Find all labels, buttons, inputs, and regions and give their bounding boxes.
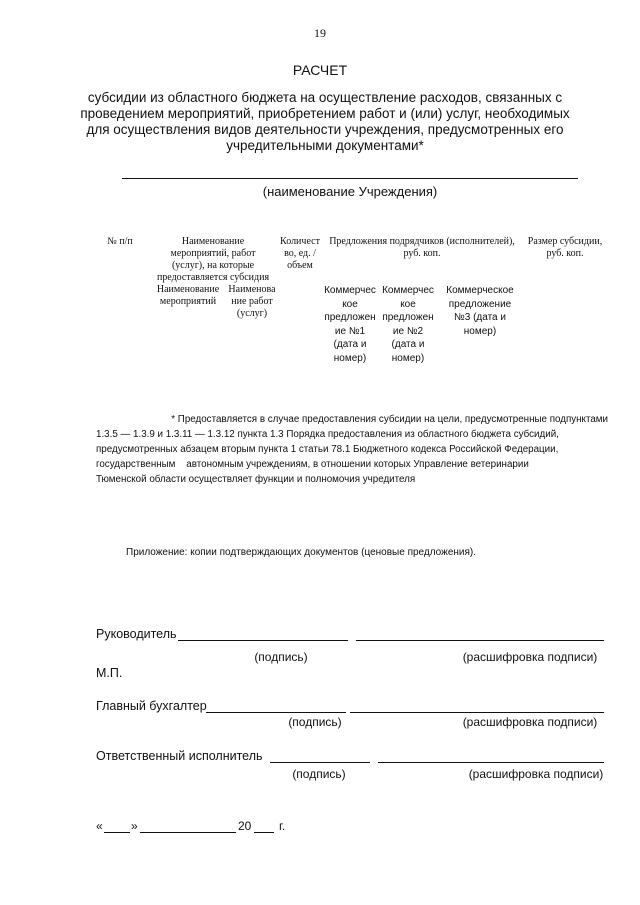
accountant-decoding-caption: (расшифровка подписи) bbox=[462, 715, 598, 729]
executor-signature-line[interactable] bbox=[270, 762, 370, 763]
date-open-quote: « bbox=[96, 819, 103, 833]
head-label: Руководитель bbox=[96, 627, 177, 641]
col-quantity-header: Количест во, ед. / объем bbox=[280, 236, 320, 271]
accountant-signature-caption: (подпись) bbox=[288, 715, 342, 729]
col-number-header: № п/п bbox=[107, 236, 133, 247]
date-year-prefix: 20 bbox=[238, 819, 252, 833]
subtitle-line: субсидии из областного бюджета на осуществление расходов, связанных с bbox=[87, 90, 563, 105]
executor-signature-caption: (подпись) bbox=[292, 767, 346, 781]
institution-caption: (наименование Учреждения) bbox=[262, 184, 438, 199]
offer-2-header: Коммерчес кое предложен ие №2 (дата и номер) bbox=[382, 285, 434, 364]
accountant-label: Главный бухгалтер bbox=[96, 699, 207, 713]
executor-label: Ответственный исполнитель bbox=[96, 749, 263, 763]
executor-decoding-caption: (расшифровка подписи) bbox=[468, 767, 604, 781]
date-month-line[interactable] bbox=[140, 832, 236, 833]
appendix-note: Приложение: копии подтверждающих документов (ценовые предложения). bbox=[126, 547, 477, 558]
accountant-signature-line[interactable] bbox=[206, 712, 346, 713]
col-subsidy-header: Размер субсидии, руб. коп. bbox=[527, 236, 603, 259]
date-close-quote: » bbox=[131, 819, 138, 833]
accountant-decoding-line[interactable] bbox=[350, 712, 604, 713]
document-title: РАСЧЕТ bbox=[292, 62, 348, 78]
date-day-line[interactable] bbox=[104, 832, 130, 833]
executor-decoding-line[interactable] bbox=[378, 762, 604, 763]
offer-1-header: Коммерчес кое предложен ие №1 (дата и номер) bbox=[324, 285, 376, 364]
date-year-suffix: г. bbox=[279, 819, 286, 833]
date-year-line[interactable] bbox=[254, 832, 274, 833]
head-signature-caption: (подпись) bbox=[254, 650, 308, 664]
document-subtitle bbox=[60, 90, 590, 154]
footnote: * Предоставляется в случае предоставления субсидии на цели, предусмотренные подпунктами 1.3.5 — 1.3.9 и 1.3.11 — 1.3.12 пункта 1.3 Порядка предоставления из областного бюджета субсидий, предусмотренных абзацем вторым пункта 1 статьи 78.1 Бюджетного кодекса Российской Федерации, государственным автономным учреждениям, в отношении которых Управление ветеринарии Тюменской области осуществляет функции и полномочия учредителя bbox=[96, 414, 608, 485]
subtitle-line: проведением мероприятий, приобретением работ и (или) услуг, необходимых bbox=[80, 106, 570, 121]
col-offers-header: Предложения подрядчиков (исполнителей), руб. коп. bbox=[329, 236, 515, 259]
subtitle-line: для осуществления видов деятельности учреждения, предусмотренных его bbox=[86, 122, 564, 137]
offer-3-header: Коммерческое предложение №3 (дата и номер) bbox=[446, 285, 514, 337]
col-name-sub-works: Наименова ние работ (услуг) bbox=[228, 284, 276, 319]
stamp-label: М.П. bbox=[96, 666, 123, 680]
head-decoding-line[interactable] bbox=[356, 640, 604, 641]
col-name-header: Наименование мероприятий, работ (услуг), на которые предоставляется субсидия bbox=[156, 236, 270, 283]
page-number: 19 bbox=[314, 26, 326, 40]
col-name-sub-activities: Наименование мероприятий bbox=[156, 284, 220, 307]
institution-name-line bbox=[122, 178, 578, 179]
head-signature-line[interactable] bbox=[178, 640, 348, 641]
head-decoding-caption: (расшифровка подписи) bbox=[462, 650, 598, 664]
subtitle-line: учредительными документами* bbox=[226, 138, 424, 153]
